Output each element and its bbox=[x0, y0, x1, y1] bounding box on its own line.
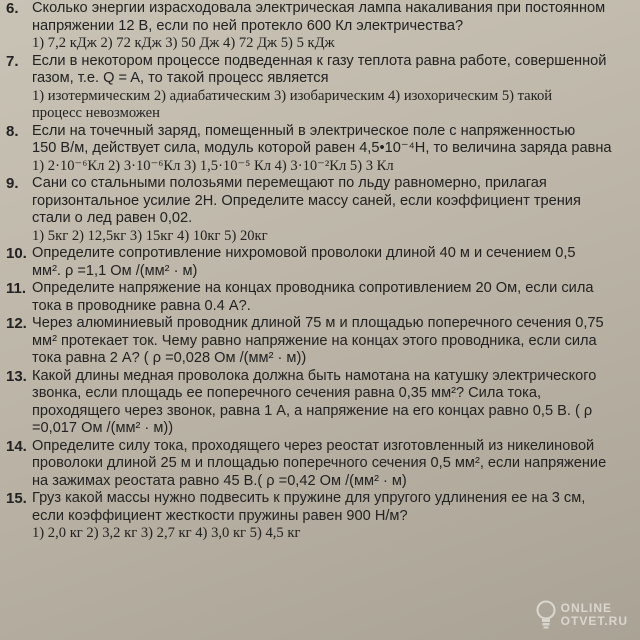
question-body bbox=[32, 245, 634, 280]
question-text-line: мм². ρ =1,1 Ом /(мм² · м) bbox=[32, 262, 198, 279]
question-text-line: проволоки длиной 25 м и площадью поперечного сечения 0,5 мм², если напряжение bbox=[32, 455, 607, 471]
question-text-line: напряжении 12 В, если по ней протекло 600 Кл электричества? bbox=[32, 17, 464, 34]
question-text-line: на зажимах реостата равно 45 В.( ρ =0,42 Ом /(мм² · м) bbox=[32, 472, 407, 489]
question-13 bbox=[6, 368, 634, 438]
watermark-line-1: ONLINE bbox=[560, 601, 612, 615]
question-text-line: горизонтальное усилие 2Н. Определите массу саней, если коэффициент трения bbox=[32, 192, 581, 209]
question-body bbox=[32, 123, 634, 176]
question-list bbox=[6, 0, 634, 543]
question-body bbox=[32, 368, 634, 438]
answer-options: 1) 7,2 кДж 2) 72 кДж 3) 50 Дж 4) 72 Дж 5) 5 кДж bbox=[32, 35, 335, 51]
question-text-line: Груз какой массы нужно подвесить к пружине для упругого удлинения ее на 3 см, bbox=[32, 490, 586, 506]
question-15 bbox=[6, 490, 634, 543]
answer-options: 1) 5кг 2) 12,5кг 3) 15кг 4) 10кг 5) 20кг bbox=[32, 227, 268, 244]
question-number: 12. bbox=[6, 315, 27, 332]
question-number: 11. bbox=[6, 280, 27, 297]
question-number: 8. bbox=[6, 122, 19, 140]
question-text-line: тока в проводнике равна 0.4 А?. bbox=[32, 297, 251, 314]
question-text-line: стали о лед равен 0,02. bbox=[32, 210, 193, 226]
answer-options: 1) 2,0 кг 2) 3,2 кг 3) 2,7 кг 4) 3,0 кг 5) 4,5 кг bbox=[32, 525, 301, 541]
question-10 bbox=[6, 245, 634, 280]
question-number: 13. bbox=[6, 367, 27, 385]
question-body bbox=[32, 438, 634, 491]
question-number: 10. bbox=[6, 245, 27, 262]
question-body bbox=[32, 490, 634, 543]
lightbulb-icon bbox=[535, 600, 557, 630]
question-body bbox=[32, 53, 634, 123]
question-11 bbox=[6, 280, 634, 315]
question-number: 7. bbox=[6, 52, 19, 70]
question-text-line: Сани со стальными полозьями перемещают по льду равномерно, прилагая bbox=[32, 175, 547, 191]
question-text-line: Какой длины медная проволока должна быть намотана на катушку электрического bbox=[32, 367, 597, 384]
question-text-line: Если в некотором процессе подведенная к газу теплота равна работе, совершенной bbox=[32, 52, 607, 69]
question-text-line: если коэффициент жесткости пружины равен 900 Н/м? bbox=[32, 507, 408, 524]
answer-options: 1) изотермическим 2) адиабатическим 3) изобарическим 4) изохорическим 5) такой bbox=[32, 87, 553, 104]
question-text-line: 150 В/м, действует сила, модуль которой равен 4,5•10⁻⁴Н, то величина заряда равна bbox=[32, 140, 612, 156]
question-6 bbox=[6, 0, 634, 53]
question-text-line: Если на точечный заряд, помещенный в электрическое поле с напряженностью bbox=[32, 122, 576, 139]
watermark-line-2: OTVET.RU bbox=[560, 614, 628, 628]
question-number: 14. bbox=[6, 437, 27, 455]
question-12 bbox=[6, 315, 634, 368]
question-9 bbox=[6, 175, 634, 245]
question-text-line: проходящего через звонок, равна 1 А, а напряжение на его концах равно 0,5 В. ( ρ bbox=[32, 402, 593, 419]
question-text-line: Определите силу тока, проходящего через реостат изготовленный из никелиновой bbox=[32, 437, 595, 454]
question-7 bbox=[6, 53, 634, 123]
question-body bbox=[32, 315, 634, 368]
question-text-line: =0,017 Ом /(мм² · м)) bbox=[32, 420, 174, 436]
question-text-line: звонка, если площадь ее поперечного сечения равна 0,35 мм²? Сила тока, bbox=[32, 385, 542, 401]
question-text-line: Сколько энергии израсходовала электрическая лампа накаливания при постоянном bbox=[32, 0, 606, 16]
answer-options: процесс невозможен bbox=[32, 105, 160, 121]
question-8 bbox=[6, 123, 634, 176]
question-text-line: газом, т.е. Q = A, то такой процесс является bbox=[32, 70, 329, 86]
question-number: 9. bbox=[6, 175, 19, 192]
watermark bbox=[535, 600, 628, 630]
question-text-line: Через алюминиевый проводник длиной 75 м и площадью поперечного сечения 0,75 bbox=[32, 315, 604, 331]
question-text-line: Определите напряжение на концах проводника сопротивлением 20 Ом, если сила bbox=[32, 280, 594, 296]
question-body bbox=[32, 280, 634, 315]
question-number: 6. bbox=[6, 0, 19, 17]
answer-options: 1) 2·10⁻⁶Кл 2) 3·10⁻⁶Кл 3) 1,5·10⁻⁵ Кл 4) 3·10⁻²Кл 5) 3 Кл bbox=[32, 157, 394, 174]
question-body bbox=[32, 175, 634, 245]
question-number: 15. bbox=[6, 490, 27, 507]
question-text-line: Определите сопротивление нихромовой проволоки длиной 40 м и сечением 0,5 bbox=[32, 245, 576, 261]
question-text-line: мм² протекает ток. Чему равно напряжение на концах этого проводника, если сила bbox=[32, 332, 597, 349]
question-14 bbox=[6, 438, 634, 491]
question-text-line: тока равна 2 А? ( ρ =0,028 Ом /(мм² · м)) bbox=[32, 350, 307, 366]
question-body bbox=[32, 0, 634, 53]
